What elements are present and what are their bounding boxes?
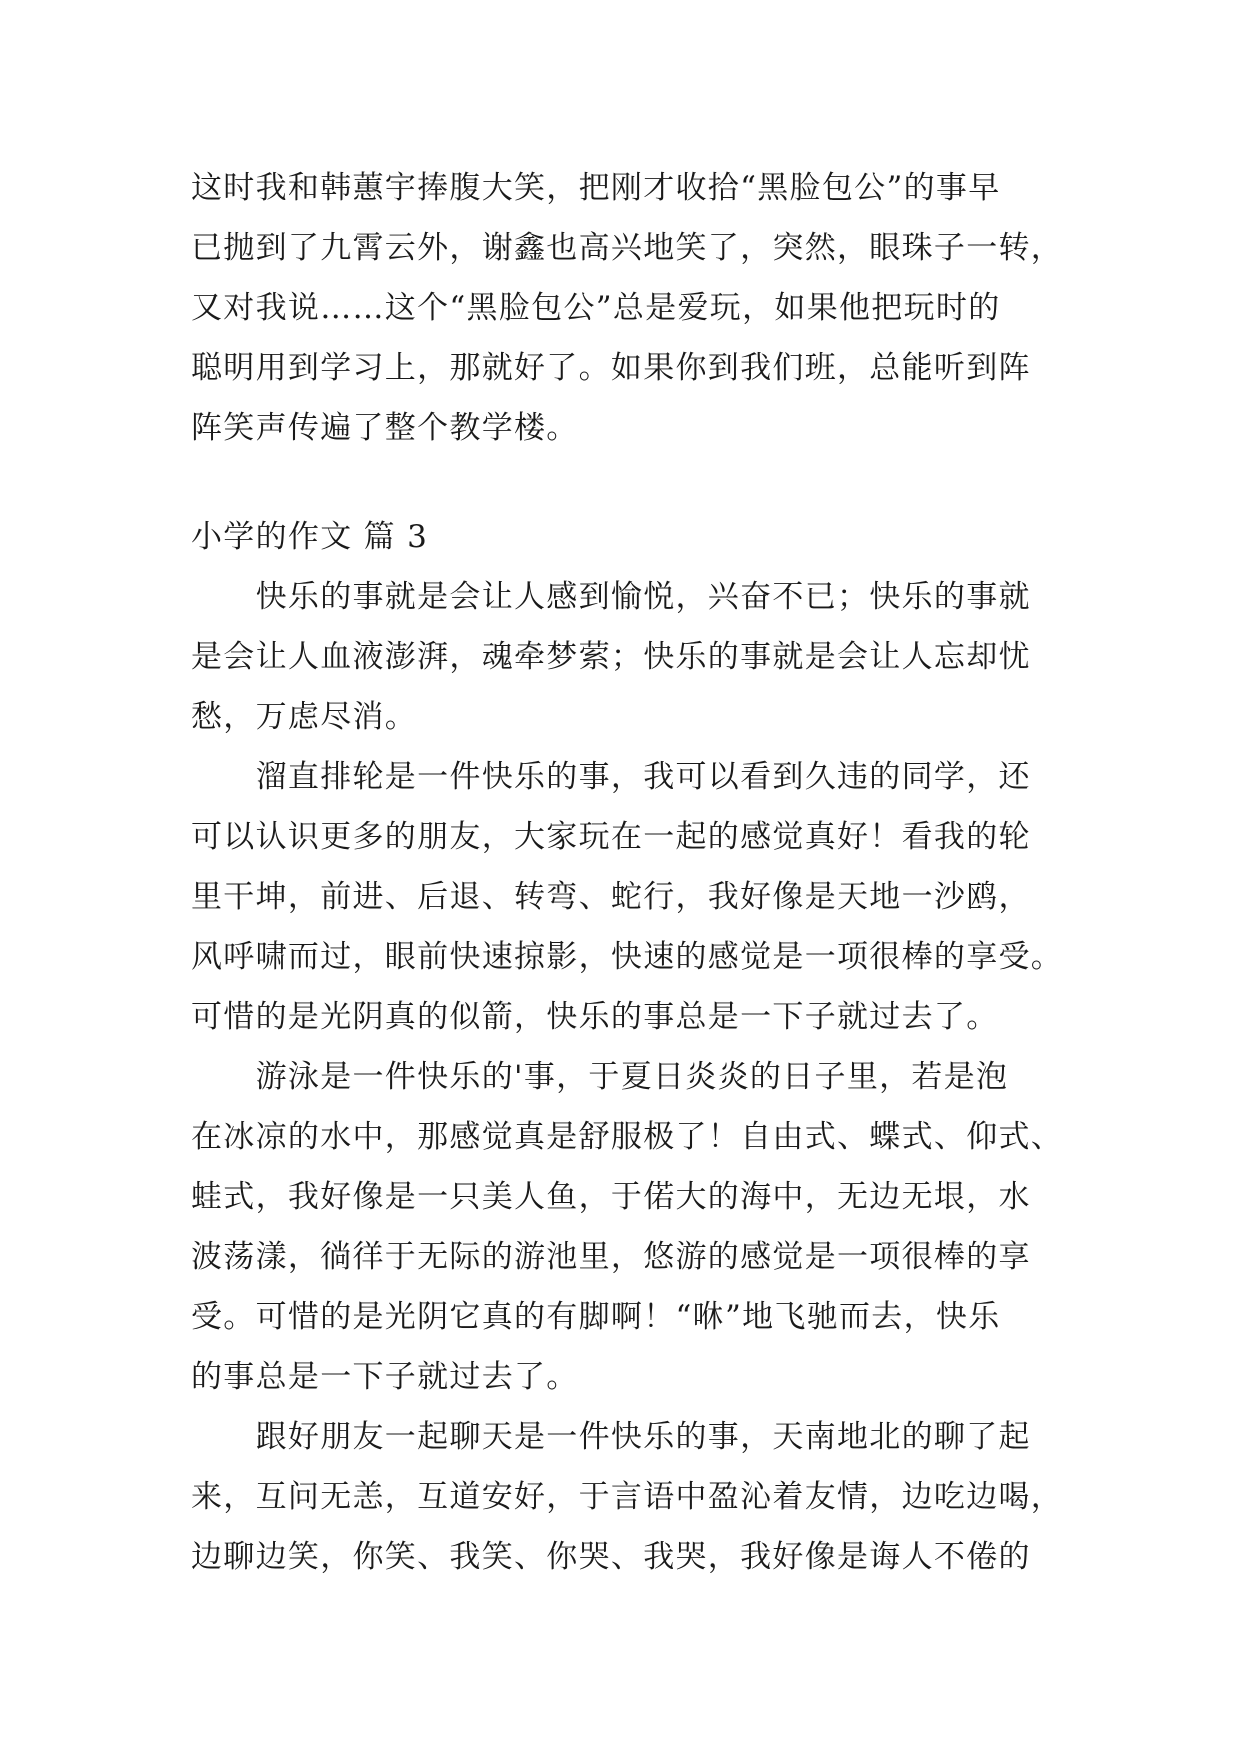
text-line: 波荡漾，徜徉于无际的游池里，悠游的感觉是一项很棒的享 <box>191 1239 1031 1275</box>
text-line: 的事总是一下子就过去了。 <box>191 1359 579 1395</box>
text-line: 来，互问无恙，互道安好，于言语中盈沁着友情，边吃边喝， <box>191 1479 1064 1515</box>
text-line: 已抛到了九霄云外，谢鑫也高兴地笑了，突然，眼珠子一转， <box>191 230 1064 266</box>
text-line: 在冰凉的水中，那感觉真是舒服极了！自由式、蝶式、仰式、 <box>191 1119 1064 1155</box>
text-line: 边聊边笑，你笑、我笑、你哭、我哭，我好像是诲人不倦的 <box>191 1539 1031 1575</box>
text-line: 聪明用到学习上，那就好了。如果你到我们班，总能听到阵 <box>191 350 1031 386</box>
text-line: 又对我说……这个“黑脸包公”总是爱玩，如果他把玩时的 <box>191 290 1001 326</box>
text-line: 风呼啸而过，眼前快速掠影，快速的感觉是一项很棒的享受。 <box>191 939 1064 975</box>
text-line: 里干坤，前进、后退、转弯、蛇行，我好像是天地一沙鸥， <box>191 879 1031 915</box>
text-line: 是会让人血液澎湃，魂牵梦萦；快乐的事就是会让人忘却忧 <box>191 639 1031 675</box>
essay-section <box>191 507 1064 1587</box>
text-line: 溜直排轮是一件快乐的事，我可以看到久违的同学，还 <box>191 759 1031 795</box>
text-line: 快乐的事就是会让人感到愉悦，兴奋不已；快乐的事就 <box>191 579 1031 615</box>
text-line: 可惜的是光阴真的似箭，快乐的事总是一下子就过去了。 <box>191 999 999 1035</box>
text-line: 愁，万虑尽消。 <box>191 699 418 735</box>
text-line: 游泳是一件快乐的'事，于夏日炎炎的日子里，若是泡 <box>191 1059 1009 1095</box>
text-line: 蛙式，我好像是一只美人鱼，于偌大的海中，无边无垠，水 <box>191 1179 1031 1215</box>
text-line: 受。可惜的是光阴它真的有脚啊！“咻”地飞驰而去，快乐 <box>191 1299 1001 1335</box>
text-line: 阵笑声传遍了整个教学楼。 <box>191 410 579 446</box>
text-line: 可以认识更多的朋友，大家玩在一起的感觉真好！看我的轮 <box>191 819 1031 855</box>
intro-paragraph <box>191 158 1064 458</box>
text-line: 跟好朋友一起聊天是一件快乐的事，天南地北的聊了起 <box>191 1419 1031 1455</box>
section-title: 小学的作文 篇 3 <box>191 519 429 555</box>
text-line: 这时我和韩蕙宇捧腹大笑，把刚才收拾“黑脸包公”的事早 <box>191 170 1001 206</box>
